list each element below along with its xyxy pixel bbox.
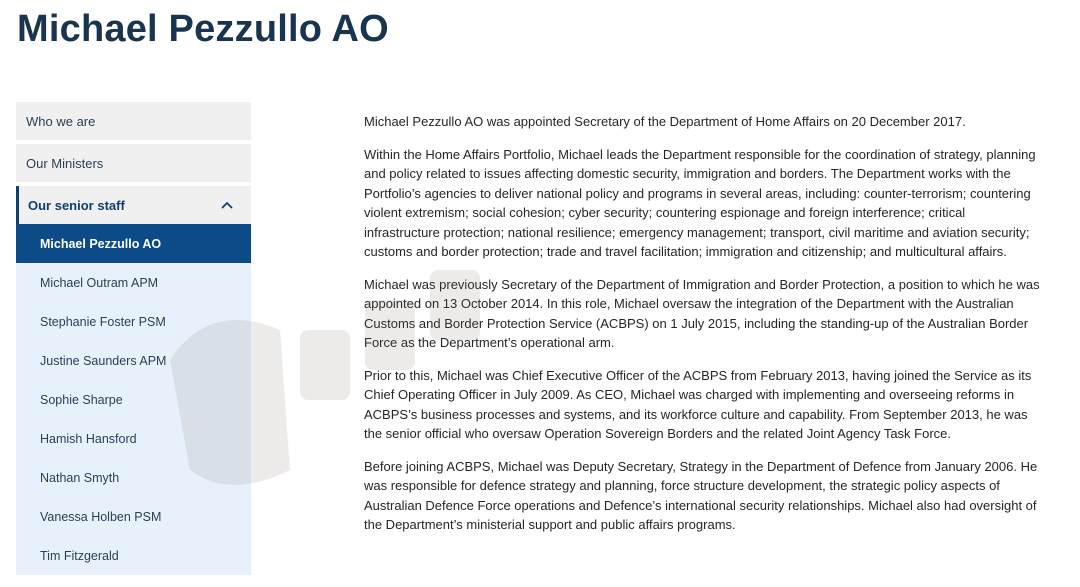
sidebar-item-who-we-are[interactable] (16, 102, 251, 140)
bio-paragraph: Michael was previously Secretary of the Department of Immigration and Border Protection, a position to which he was appointed on 13 October 2014. In this role, Michael oversaw the integration of the Department with the Australian Customs and Border Protection Service (ACBPS) on 1 July 2015, including the standing-up of the Australian Border Force as the Department’s operational arm. (364, 276, 1040, 350)
sidebar-item-vanessa-holben[interactable] (16, 497, 251, 536)
sidebar-item-label: Michael Pezzullo AO (40, 236, 162, 251)
chevron-up-icon[interactable] (221, 199, 233, 211)
sidebar-item-label: Vanessa Holben PSM (40, 509, 162, 524)
bio-paragraph: Before joining ACBPS, Michael was Deputy Secretary, Strategy in the Department of Defence from January 2006. He was responsible for defence strategy and planning, force structure development, the strategic policy aspects of Australian Defence Force operations and Defence’s international security relationships. Michael also had oversight of the Department’s ministerial support and public affairs programs. (364, 458, 1038, 532)
senior-staff-list (16, 224, 251, 575)
sidebar-item-justine-saunders[interactable] (16, 341, 251, 380)
sidebar-item-label: Tim Fitzgerald (40, 548, 119, 563)
bio-paragraph: Michael Pezzullo AO was appointed Secretary of the Department of Home Affairs on 20 December 2017. (364, 114, 966, 129)
sidebar-item-label: Sophie Sharpe (40, 392, 123, 407)
biography-content (364, 112, 1040, 548)
sidebar-item-label: Hamish Hansford (40, 431, 137, 446)
sidebar-item-nathan-smyth[interactable] (16, 458, 251, 497)
sidebar-item-label: Our Ministers (26, 155, 104, 171)
sidebar-item-label: Justine Saunders APM (40, 353, 167, 368)
sidebar-item-tim-fitzgerald[interactable] (16, 536, 251, 575)
sidebar-item-label: Who we are (26, 113, 96, 129)
page-title: Michael Pezzullo AO (17, 8, 389, 50)
sidebar-item-stephanie-foster[interactable] (16, 302, 251, 341)
sidebar-item-michael-pezzullo[interactable] (16, 224, 251, 263)
sidebar-item-label: Stephanie Foster PSM (40, 314, 166, 329)
sidebar-section-label: Our senior staff (28, 197, 125, 213)
sidebar-item-hamish-hansford[interactable] (16, 419, 251, 458)
sidebar-item-our-ministers[interactable] (16, 144, 251, 182)
sidebar-item-sophie-sharpe[interactable] (16, 380, 251, 419)
bio-paragraph: Prior to this, Michael was Chief Executive Officer of the ACBPS from February 2013, having joined the Service as its Chief Operating Officer in July 2009. As CEO, Michael was charged with implementing and overseeing reforms in ACBPS’s business processes and systems, and its workforce culture and capability. From September 2013, he was the senior official who oversaw Operation Sovereign Borders and the related Joint Agency Task Force. (364, 367, 1032, 441)
sidebar-item-label: Michael Outram APM (40, 275, 159, 290)
bio-paragraph: Within the Home Affairs Portfolio, Michael leads the Department responsible for the coordination of strategy, planning and policy related to issues affecting domestic security, immigration and borders. The Department works with the Portfolio’s agencies to deliver national policy and programs in several areas, including: counter-terrorism; countering violent extremism; social cohesion; cyber security; countering espionage and foreign interference; critical infrastructure protection; national resilience; emergency management; transport, civil maritime and aviation security; customs and border protection; trade and travel facilitation; immigration and citizenship; and multicultural affairs. (364, 146, 1036, 259)
sidebar-section-our-senior-staff[interactable] (16, 186, 251, 224)
sidebar-nav (16, 102, 251, 587)
sidebar-item-label: Nathan Smyth (40, 470, 120, 485)
sidebar-item-michael-outram[interactable] (16, 263, 251, 302)
